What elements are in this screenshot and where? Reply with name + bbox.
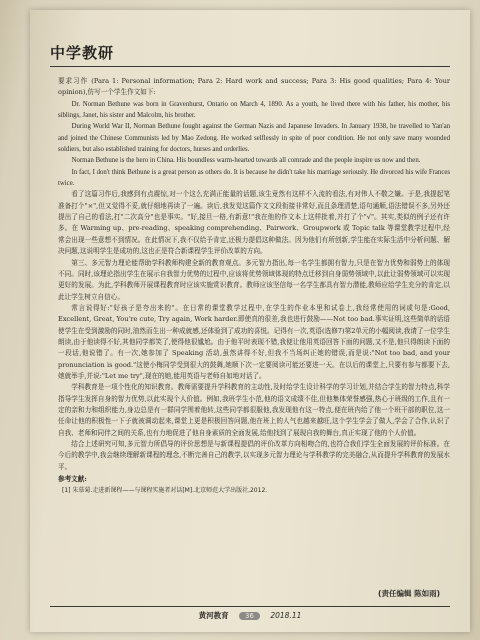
publication-name: 黄河教育 (198, 611, 229, 620)
footer-rule (50, 606, 450, 607)
journal-page (30, 10, 470, 632)
issue-date: 2018.11 (270, 611, 302, 620)
article-paragraph: During World War II, Norman Bethune fought against the German Nazis and Japanese Invaders. In January 1938, he travelled to Yan'an and joined the Chinese Communists led by Mao Zedong. He worked selflessly in spite of poor condition. He not only save many wounded soldiers, but also established training for doctors, hurses and orderlies. (58, 123, 450, 154)
article-paragraph: Norman Bethune is the hero in China. His boundless warm-hearted towards all comrade and the people inspire us now and then. (71, 157, 421, 165)
article-paragraph: 看了这篇习作后,我感到有点震惊,对一个这么充满正能量的话题,该生竟然有这样不入流的看法,有对伟人不敬之嫌。于是,我提起笔准备打个"×",但又觉得不妥,就仔细地再读了一遍。读后,我发觉这篇作文文段衔接非常好,而且条理清楚,语句通顺,语法错误不多,另外还提出了自己的看法,打"二次高分"也是事实。"好,接旦一格,有新意!"我在他的作文本上这样批着,并打了个"√"。其实,类似的例子还有许多。在 Warming up、pre-reading、speaking comprehending、Pairwork、Groupwork 或 Topic talk 等课堂教学过程中,经常会出现一些意想不到情况。在此情况下,我不仅给予肯定,还极力提倡这种做法。因为他们有所创新,学生能在实际生活中分析问题、解决问题,这说明学生是成功的,这也正是符合新课程学生评价改革的方向。 (58, 190, 450, 256)
reference-entry: [1] 朱慕菊.走进新课程——与课程实施者对话[M].北京师范大学出版社,2012. (62, 487, 268, 495)
responsible-editor: (责任编辑 陈如雨) (378, 589, 440, 598)
article-paragraph: 常言说得好:"好孩子是夸出来的"。在日常的课堂教学过程中,在学生的作业本里和试卷上,我经常使用的词或句是:Good, Excellent, Great, You're cute, Try again, Work harder.即使真的很差,我也进行鼓励——Not too bad.事实证明,这些简单的话语使学生在受到激励的同时,油然而生出一种成就感,还体验到了成功的喜悦。记得有一次,英语(选修7)第2单元的小幅阅读,我请了一位学生朗读,由于他读得不好,其他同学都笑了,使得他很尴尬。由于他平时表现不错,我便让他用英语回答下面的问题,又不是,他只得朗读下面的一段话,他说错了。有一次,她参加了 Speaking 活动,虽然讲得不好,但我不当场纠正她的错误,而是说:"Not too bad, and your pronunciation is good."这使小梅同学受到很大的鼓舞,她顺下次一定要阅读可能还要进一天。在以后的课堂上,只要有参与都要下去,她就举手,并说:"Let me try",现在的她,能用英语与老师自如地对话了。 (58, 303, 450, 380)
references-heading: 参考文献: (58, 475, 87, 484)
page-number: 36 (239, 612, 260, 620)
article-paragraph: 第三、多元智力理论能帮助学科教师构建全新的教育观点。多元智力指出,每一名学生都拥有智力,只是在智力优势和弱势上的体现不同。同时,该理论指出学生在展示自我智力优势的过程中,应该将优势领域体现的特点迁移到自身弱势领域中,以此让弱势领域可以实现更好的发展。为此,学科教师开展课程教育时应该实施赏识教育。教师应该坚信每一名学生都具有智力潜能,教师应给学生充分的肯定,以此让学生树立自信心。 (58, 258, 450, 301)
article-paragraph: In fact, I don't think Bethune is a great person as others do. It is because he didn't take his marriage seriously. He divorced his wife Frances twice. (58, 168, 450, 188)
journal-title: 中学教研 (50, 44, 115, 62)
article-paragraph: Dr. Norman Bethune was born in Gravenhurst, Ontario on March 4, 1890. As a youth, he lived there with his father, his mother, his siblings, Janet, his sister and Malcolm, his brother. (58, 100, 450, 120)
page-header (50, 40, 450, 67)
article-paragraph: 结合上述研究可知,多元智力所倡导的评价思想是与新课程提倡的评价改革方向相吻合的,也符合我们学生全面发展的评价标准。在今后的教学中,我会继续理解新课程的理念,不断完善自己的教学,以实现多元智力理论与学科教学的完美融合,从而提升学科教育的发展水平。 (58, 440, 450, 471)
page-footer (30, 610, 470, 621)
article-body (58, 76, 450, 576)
article-paragraph: 要求习作 (Para 1: Personal information; Para 2: Hard work and success; Para 3: His good qualities; Para 4: Your opinion),仿写一个学生作文如下: (58, 77, 450, 97)
article-paragraph: 学科教育是一项个性化的知识教育。教师需要提升学科教育的主动性,及时给学生设计科学的学习计划,并结合学生的智力特点,科学指导学生发挥自身的智力优势,以此实现个人价值。例如,我班学生小范,他的语文成绩不佳,但他集体荣誉感强,热心于班级的工作,且有一定的亲和力和组织能力,身边总是有一群同学围着他转,这些同学都很服他,我发现他有这一特点,便在班内给了他一个班干部的职位,这一任命让他的积极性一下子就被调动起来,课堂上更是积极回答问题,他在班上的人气也越来越旺,这个学生学会了做人,学会了合作,认识了自我、老师和同伴之间的关系,也有力地促进了他自身素质的全面发展,给他找到了展现自我的舞台,真正实现了他的个人价值。 (58, 383, 450, 437)
